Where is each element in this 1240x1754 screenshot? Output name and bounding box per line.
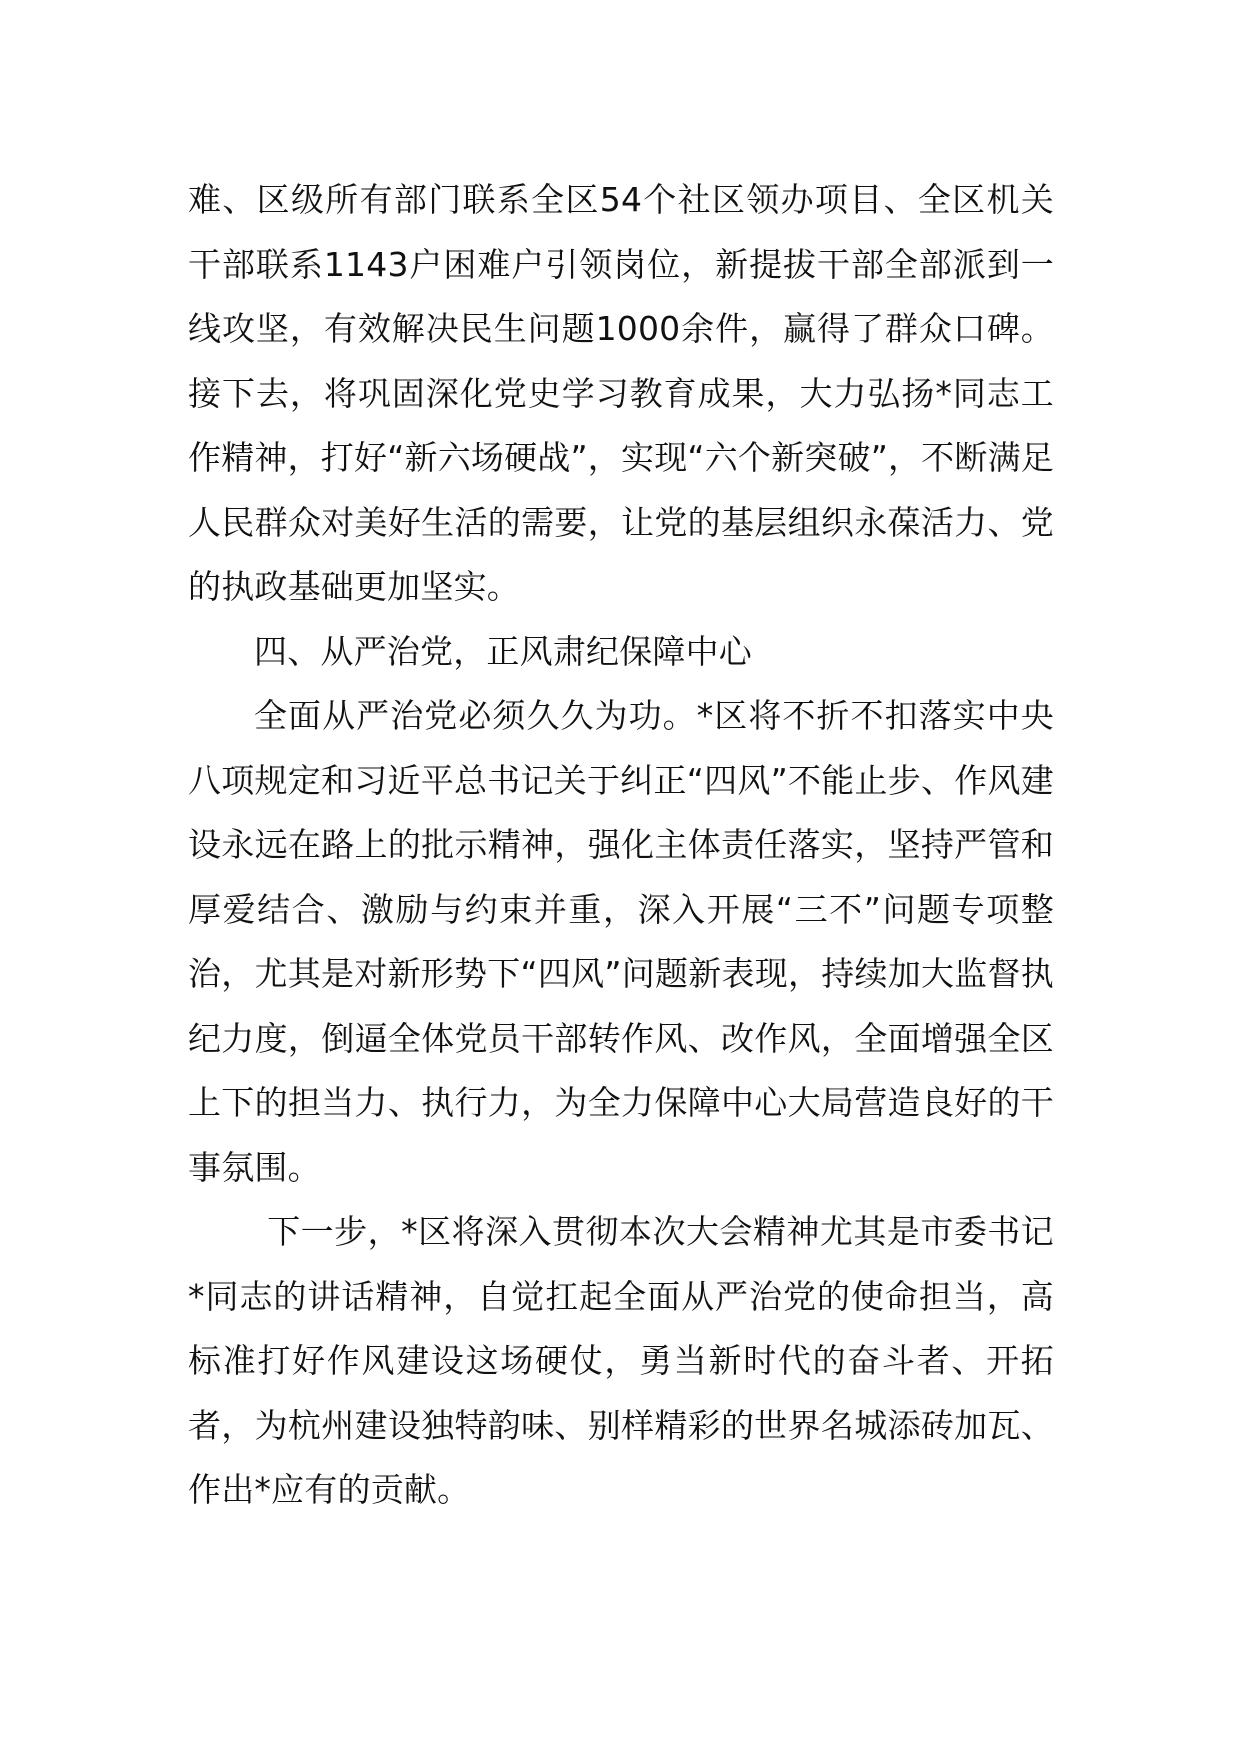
paragraph-body: 全面从严治党必须久久为功。*区将不折不扣落实中央八项规定和习近平总书记关于纠正“四风”不能止步、作风建设永远在路上的批示精神，强化主体责任落实，坚持严管和厚爱结合、激励与约束并重，深入开展“三不”问题专项整治，尤其是对新形势下“四风”问题新表现，持续加大监督执纪力度，倒逼全体党员干部转作风、改作风，全面增强全区上下的担当力、执行力，为全力保障中心大局营造良好的干事氛围。: [188, 696, 1054, 1187]
document-page: [188, 168, 1054, 1523]
section-heading: 四、从严治党，正风肃纪保障中心: [254, 631, 752, 671]
paragraph-conclusion: 下一步，*区将深入贯彻本次大会精神尤其是市委书记*同志的讲话精神，自觉扛起全面从严治党的使命担当，高标准打好作风建设这场硬仗，勇当新时代的奋斗者、开拓者，为杭州建设独特韵味、别样精彩的世界名城添砖加瓦、作出*应有的贡献。: [188, 1212, 1054, 1509]
paragraph-continuation: 难、区级所有部门联系全区54个社区领办项目、全区机关干部联系1143户困难户引领岗位，新提拔干部全部派到一线攻坚，有效解决民生问题1000余件，赢得了群众口碑。接下去，将巩固深化党史学习教育成果，大力弘扬*同志工作精神，打好“新六场硬战”，实现“六个新突破”，不断满足人民群众对美好生活的需要，让党的基层组织永葆活力、党的执政基础更加坚实。: [188, 180, 1054, 606]
